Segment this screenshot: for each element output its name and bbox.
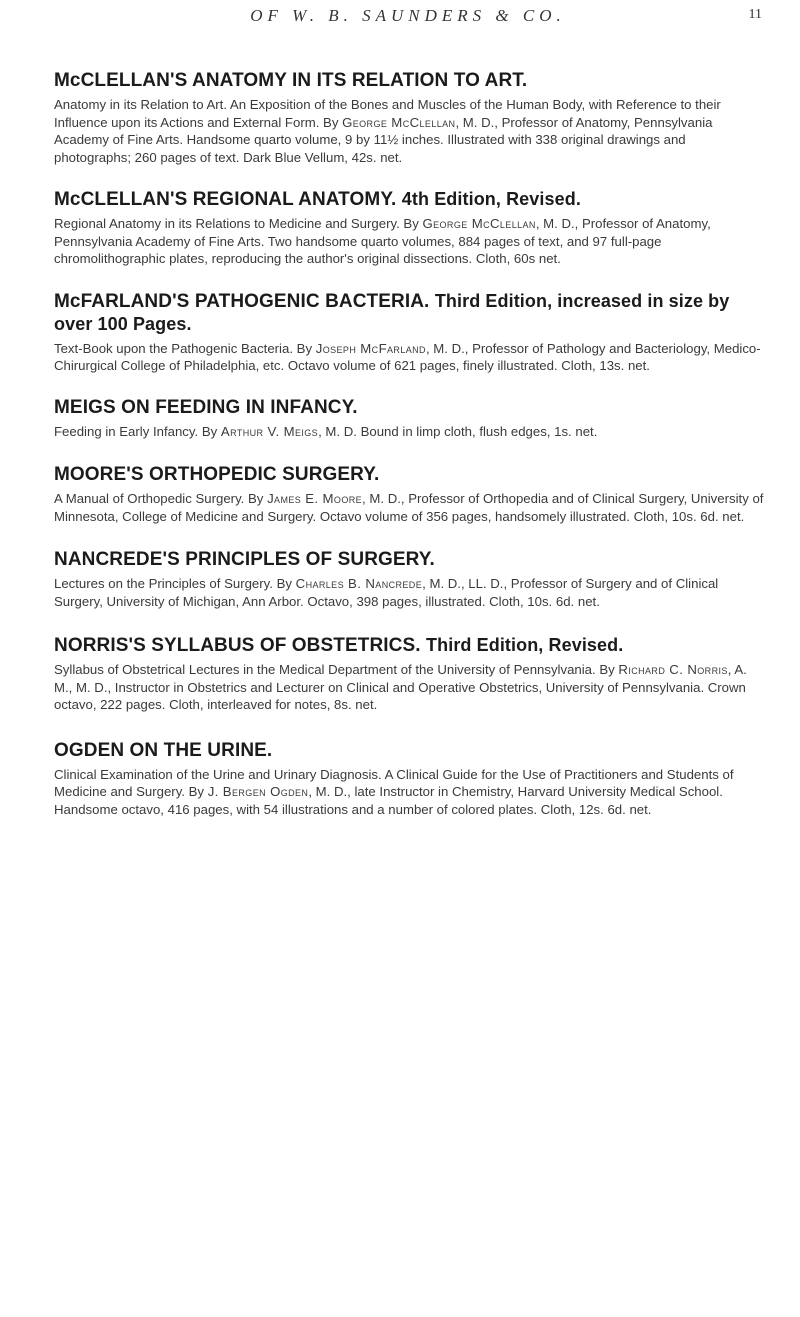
author-name: J. Bergen Ogden xyxy=(207,784,309,799)
book-description: Regional Anatomy in its Relations to Medicine and Surgery. By George McClellan, M. D., Professor of Anatomy, Pennsylvania Academy of Fine Arts. Two handsome quarto volumes, 884 pages of text, and 97 full-page chromolithographic plates, reproducing the author's original dissections. Cloth, 60s net. xyxy=(54,216,711,266)
book-description: Text-Book upon the Pathogenic Bacteria. By Joseph McFarland, M. D., Professor of Pathology and Bacteriology, Medico-Chirurgical College of Philadelphia, etc. Octavo volume of 621 pages, finely illustrated. Cloth, 13s. net. xyxy=(54,340,761,373)
author-name: James E. Moore xyxy=(267,491,363,506)
book-title: NANCREDE'S PRINCIPLES OF SURGERY. xyxy=(54,549,435,570)
author-name: Joseph McFarland xyxy=(315,340,426,356)
book-entry xyxy=(54,397,766,441)
book-entry xyxy=(54,549,766,610)
author-name: George McClellan xyxy=(342,114,456,130)
book-entry xyxy=(54,740,766,819)
book-entry xyxy=(54,290,766,375)
book-list xyxy=(54,70,766,818)
author-name: Arthur V. Meigs xyxy=(220,423,319,439)
book-title: OGDEN ON THE URINE. xyxy=(54,739,273,761)
book-entry xyxy=(54,188,766,268)
book-title: McFARLAND'S PATHOGENIC BACTERIA. Third Edition, increased in size by over 100 Pages. xyxy=(54,290,730,334)
edition-note: 4th Edition, Revised. xyxy=(401,189,581,209)
book-entry xyxy=(54,70,766,166)
book-entry xyxy=(54,634,766,714)
book-title: McCLELLAN'S REGIONAL ANATOMY. 4th Edition, Revised. xyxy=(54,189,581,210)
author-name: Charles B. Nancrede xyxy=(295,576,423,591)
book-description: Clinical Examination of the Urine and Urinary Diagnosis. A Clinical Guide for the Use of Practitioners and Students of Medicine and Surgery. By J. Bergen Ogden, M. D., late Instructor in Chemistry, Harvard University Medical School. Handsome octavo, 416 pages, with 54 illustrations and a number of colored plates. Cloth, 12s. 6d. net. xyxy=(54,766,734,817)
page-number: 11 xyxy=(748,7,762,22)
book-title: McCLELLAN'S ANATOMY IN ITS RELATION TO ART. xyxy=(54,70,528,91)
book-description: Syllabus of Obstetrical Lectures in the Medical Department of the University of Pennsylvania. By Richard C. Norris, A. M., M. D., Instructor in Obstetrics and Lecturer on Clinical and Operative Obstetrics, University of Pennsylvania. Crown octavo, 222 pages. Cloth, interleaved for notes, 8s. net. xyxy=(54,662,747,712)
book-title: MEIGS ON FEEDING IN INFANCY. xyxy=(54,396,358,418)
book-title: NORRIS'S SYLLABUS OF OBSTETRICS. Third Edition, Revised. xyxy=(54,635,624,656)
author-name: Richard C. Norris xyxy=(618,662,728,677)
book-description: Anatomy in its Relation to Art. An Exposition of the Bones and Muscles of the Human Body, with Reference to their Influence upon its Actions and External Form. By George McClellan, M. D., Professor of Anatomy, Pennsylvania Academy of Fine Arts. Handsome quarto volume, 9 by 11½ inches. Illustrated with 338 original drawings and photographs; 260 pages of text. Dark Blue Vellum, 42s. net. xyxy=(54,97,721,165)
running-header xyxy=(54,6,762,30)
book-title: MOORE'S ORTHOPEDIC SURGERY. xyxy=(54,464,380,485)
book-description: Feeding in Early Infancy. By Arthur V. Meigs, M. D. Bound in limp cloth, flush edges, 1s. net. xyxy=(54,423,598,439)
book-description: Lectures on the Principles of Surgery. By Charles B. Nancrede, M. D., LL. D., Professor of Surgery and of Clinical Surgery, University of Michigan, Ann Arbor. Octavo, 398 pages, illustrated. Cloth, 10s. 6d. net. xyxy=(54,576,719,609)
author-name: George McClellan xyxy=(422,216,536,231)
running-title: OF W. B. SAUNDERS & CO. xyxy=(250,6,566,25)
book-entry xyxy=(54,464,766,525)
edition-note: Third Edition, Revised. xyxy=(426,635,624,655)
book-description: A Manual of Orthopedic Surgery. By James E. Moore, M. D., Professor of Orthopedia and of Clinical Surgery, University of Minnesota, College of Medicine and Surgery. Octavo volume of 356 pages, handsomely illustrated. Cloth, 10s. 6d. net. xyxy=(54,491,764,524)
edition-note: Third Edition, increased in size by over 100 Pages. xyxy=(54,290,730,334)
